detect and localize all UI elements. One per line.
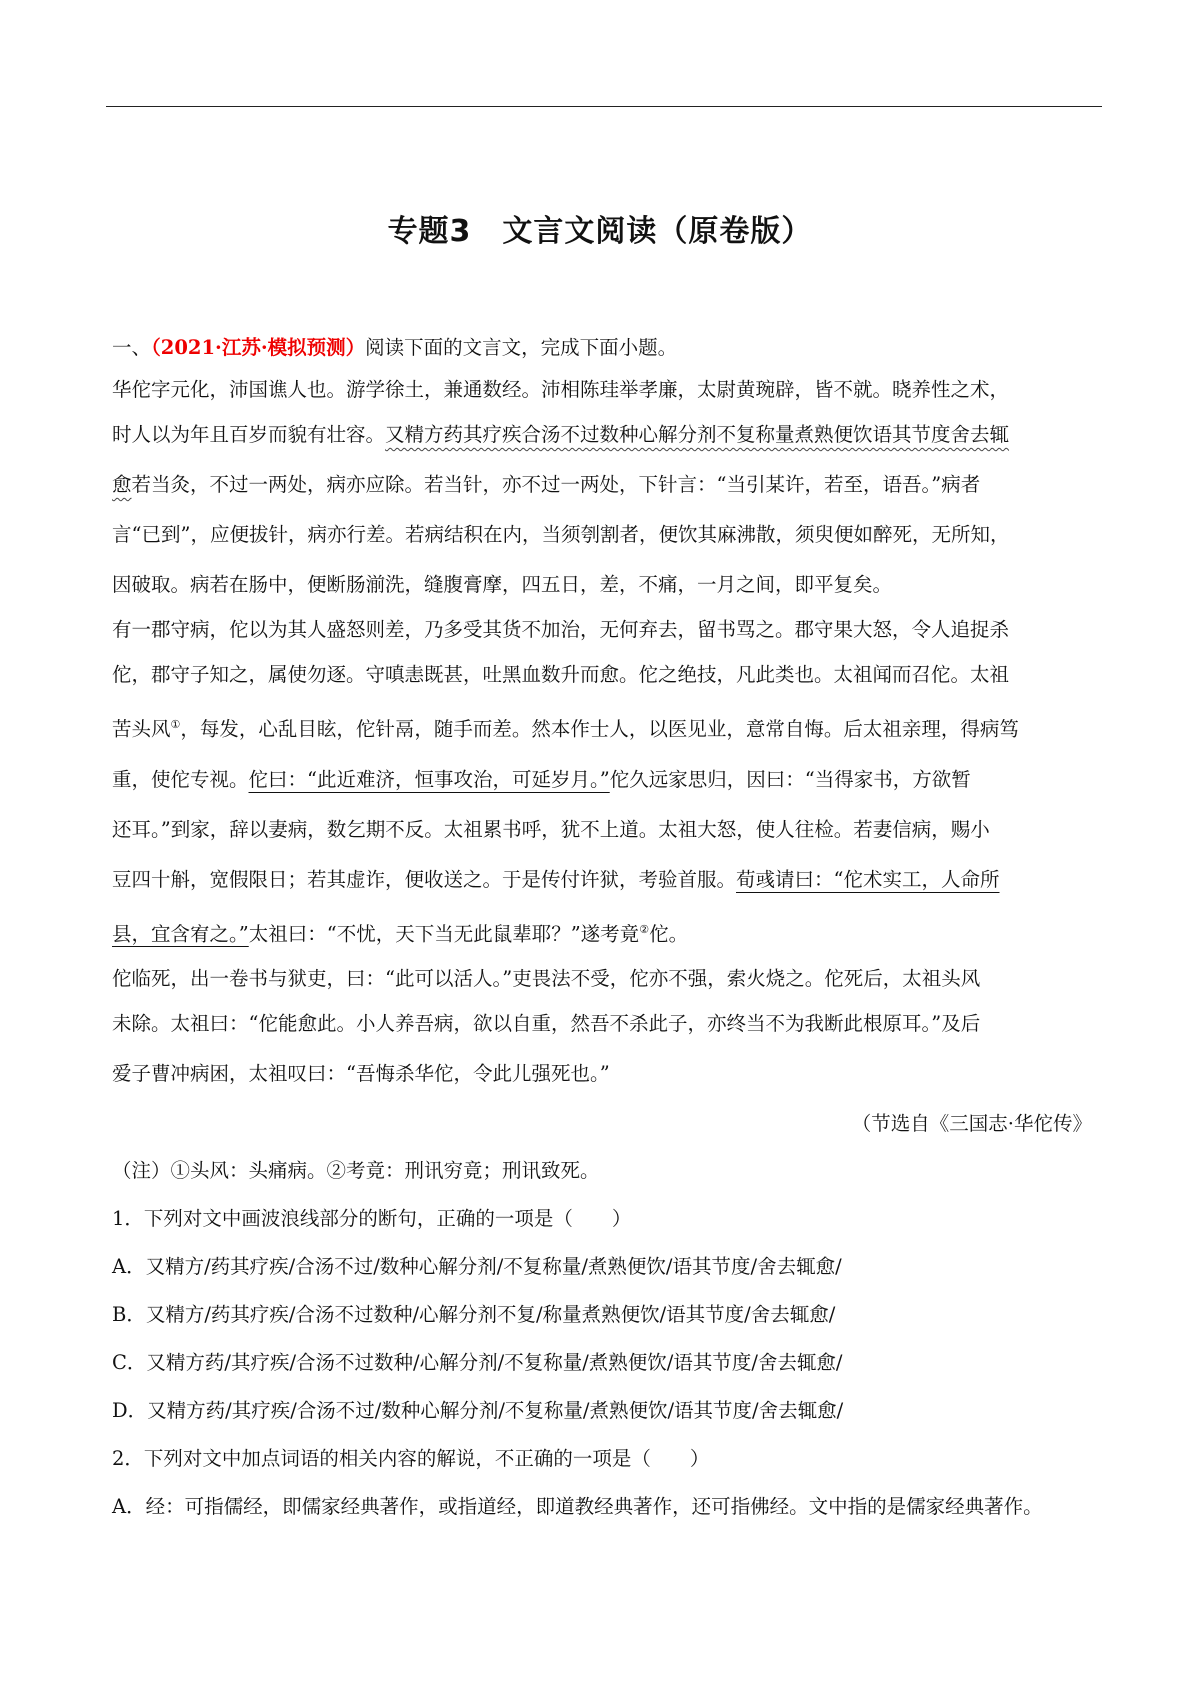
passage-line: 爱子曹冲病困，太祖叹曰：“吾悔杀华佗，令此儿强死也。” [112, 1062, 610, 1085]
passage-line [112, 460, 1092, 510]
passage-line [112, 905, 1092, 960]
passage-text: 佗久远家思归，因曰：“当得家书，方欲暂 [609, 767, 971, 791]
passage-line: 未除。太祖曰：“佗能愈此。小人养吾病，欲以自重，然吾不杀此子，亦终当不为我断此根原耳。”及后 [112, 1012, 981, 1035]
question-source: （2021·江苏·模拟预测） [151, 336, 366, 359]
passage-line: 佗，郡守子知之，属使勿逐。守嗔恚既甚，吐黑血数升而愈。佗之绝技，凡此类也。太祖闻而召佗。太祖 [112, 663, 1010, 686]
passage-text: 豆四十斛，宽假限日；若其虚诈，便收送之。于是传付许狱，考验首服。 [112, 867, 737, 891]
passage-line [112, 700, 1092, 755]
question-1-option-a: A．又精方/药其疗疾/合汤不过/数种心解分剂/不复称量/煮熟便饮/语其节度/舍去辄愈/ [112, 1255, 842, 1278]
wavy-underlined-text: 愈 [112, 473, 132, 496]
question-heading [112, 330, 1092, 366]
passage-text: 若当灸，不过一两处，病亦应除。若当针，亦不过一两处，下针言：“当引某许，若至，语吾。”病者 [131, 473, 981, 496]
question-1-option-b: B．又精方/药其疗疾/合汤不过数种/心解分剂不复/称量煮熟便饮/语其节度/舍去辄愈/ [112, 1303, 836, 1326]
wavy-underlined-text: 又精方药其疗疾合汤不过数种心解分剂不复称量煮熟便饮语其节度舍去辄 [385, 423, 1010, 446]
passage-text: 佗。 [649, 922, 689, 945]
question-instruction: 阅读下面的文言文，完成下面小题。 [365, 336, 678, 359]
passage-text: 时人以为年且百岁而貌有壮容。 [112, 423, 386, 446]
question-1-option-c: C．又精方药/其疗疾/合汤不过数种/心解分剂/不复称量/煮熟便饮/语其节度/舍去辄愈/ [112, 1351, 843, 1374]
passage-line [112, 410, 1092, 460]
underlined-text: 荀彧请曰：“佗术实工，人命所 [736, 867, 1000, 891]
page-title: 专题3 文言文阅读（原卷版） [387, 214, 813, 249]
source-attribution: （节选自《三国志·华佗传》 [851, 1112, 1092, 1135]
passage-text: 苦头风 [112, 717, 171, 741]
footnote-marker: ② [639, 922, 650, 936]
footnote: （注）①头风：头痛病。②考竟：刑讯穷竟；刑讯致死。 [112, 1159, 600, 1182]
question-prefix: 一、 [112, 336, 152, 359]
passage-text: 重，使佗专视。 [112, 767, 249, 791]
passage-text: 太祖曰：“不忧，天下当无此鼠辈耶？”遂考竟 [248, 922, 640, 945]
passage-text: ，每发，心乱目眩，佗针鬲，随手而差。然本作士人，以医见业，意常自悔。后太祖亲理，得病笃 [180, 717, 1019, 741]
passage-line: 还耳。”到家，辞以妻病，数乞期不反。太祖累书呼，犹不上道。太祖大怒，使人往检。若妻信病，赐小 [112, 817, 990, 841]
underlined-text: 佗曰：“此近难济，恒事攻治，可延岁月。” [248, 767, 610, 791]
question-1-option-d: D．又精方药/其疗疾/合汤不过/数种心解分剂/不复称量/煮熟便饮/语其节度/舍去辄愈/ [112, 1399, 844, 1422]
document-body [112, 330, 1092, 1531]
passage-line: 华佗字元化，沛国谯人也。游学徐土，兼通数经。沛相陈珪举孝廉，太尉黄琬辟，皆不就。晓养性之术， [112, 378, 1010, 401]
passage-line: 言“已到”，应便拔针，病亦行差。若病结积在内，当须刳割者，便饮其麻沸散，须臾便如醉死，无所知， [112, 523, 1010, 546]
question-2-option-a: A．经：可指儒经，即儒家经典著作，或指道经，即道教经典著作，还可指佛经。文中指的是儒家经典著作。 [112, 1495, 1043, 1518]
passage-line: 因破取。病若在肠中，便断肠湔洗，缝腹膏摩，四五日，差，不痛，一月之间，即平复矣。 [112, 573, 893, 596]
passage-line: 有一郡守病，佗以为其人盛怒则差，乃多受其货不加治，无何弃去，留书骂之。郡守果大怒，令人追捉杀 [112, 618, 1010, 641]
question-2-stem: 2．下列对文中加点词语的相关内容的解说，不正确的一项是（ ） [112, 1447, 710, 1470]
header-rule [106, 106, 1102, 107]
question-1-stem: 1．下列对文中画波浪线部分的断句，正确的一项是（ ） [112, 1207, 632, 1230]
footnote-marker: ① [170, 718, 181, 731]
passage-line: 佗临死，出一卷书与狱吏，曰：“此可以活人。”吏畏法不受，佗亦不强，索火烧之。佗死后，太祖头风 [112, 967, 981, 990]
passage-line [112, 855, 1092, 905]
underlined-text: 县，宜含宥之。” [112, 922, 249, 945]
passage-line [112, 755, 1092, 805]
